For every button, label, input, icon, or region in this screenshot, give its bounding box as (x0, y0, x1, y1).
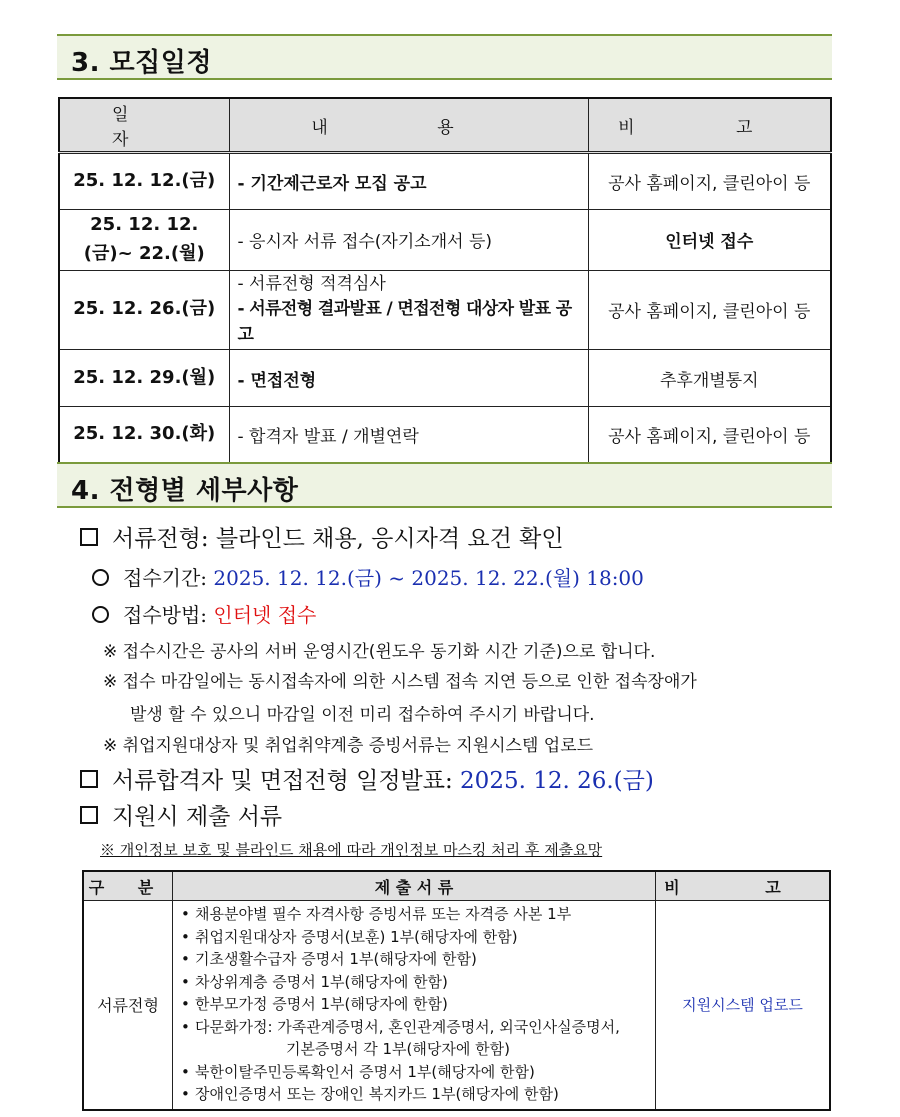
section-4-title: 4. 전형별 세부사항 (71, 476, 299, 506)
row-date: 25. 12. 12.(금)~ 22.(월) (59, 210, 229, 271)
period-item: 접수기간: 2025. 12. 12.(금) ~ 2025. 12. 22.(월) 18:00 (92, 562, 644, 591)
docs-list (173, 901, 656, 1110)
col-header-note: 비 고 (656, 871, 831, 901)
col-header-note: 비 고 (588, 98, 831, 153)
section-3-title: 3. 모집일정 (71, 48, 212, 78)
note-line: ※ 취업지원대상자 및 취업취약계층 증빙서류는 지원시스템 업로드 (103, 736, 594, 756)
list-item-continuation: 기본증명서 각 1부(해당자에 한함) (286, 1040, 510, 1058)
announce-value: 2025. 12. 26.(금) (460, 768, 654, 794)
bullet-icon: • (181, 927, 190, 946)
note-line: 발생 할 수 있으니 마감일 이전 미리 접수하여 주시기 바랍니다. (130, 705, 595, 725)
table-row (59, 350, 831, 407)
table-header-row (83, 871, 830, 901)
row-date: 25. 12. 29.(월) (59, 350, 229, 407)
row-content-line: - 서류전형 결과발표 / 면접전형 대상자 발표 공고 (237, 299, 572, 345)
bullet-icon: • (181, 1062, 190, 1081)
list-item: • 기초생활수급자 증명서 1부(해당자에 한함) (181, 948, 655, 971)
method-value: 인터넷 접수 (213, 603, 317, 627)
row-content-line: - 서류전형 적격심사 (237, 273, 386, 294)
row-note: 공사 홈페이지, 클린아이 등 (588, 407, 831, 464)
table-row (59, 210, 831, 271)
bullet-icon: • (181, 995, 190, 1013)
doc-screening-item: 서류전형: 블라인드 채용, 응시자격 요건 확인 (80, 520, 564, 553)
table-row (59, 270, 831, 350)
row-note: 공사 홈페이지, 클린아이 등 (588, 153, 831, 210)
announce-item: 서류합격자 및 면접전형 일정발표: 2025. 12. 26.(금) (80, 762, 654, 795)
col-header-content: 내 용 (229, 98, 588, 153)
list-item: • 채용분야별 필수 자격사항 증빙서류 또는 자격증 사본 1부 (181, 903, 655, 926)
bullet-icon: • (181, 1085, 190, 1103)
table-row (83, 901, 830, 1110)
col-header-category: 구 분 (83, 871, 173, 901)
row-content: - 합격자 발표 / 개별연락 (229, 407, 588, 464)
circle-bullet-icon (92, 569, 109, 586)
bullet-icon: • (181, 905, 190, 923)
row-date: 25. 12. 26.(금) (59, 270, 229, 350)
row-note: 추후개별통지 (588, 350, 831, 407)
row-date: 25. 12. 12.(금) (59, 153, 229, 210)
docs-note: 지원시스템 업로드 (656, 901, 831, 1110)
row-content: - 면접전형 (229, 350, 588, 407)
list-item: • 다문화가정: 가족관계증명서, 혼인관계증명서, 외국인사실증명서, (181, 1016, 655, 1039)
checkbox-square-icon (80, 528, 98, 546)
row-date: 25. 12. 30.(화) (59, 407, 229, 464)
table-row (59, 407, 831, 464)
bullet-icon: • (181, 950, 190, 968)
privacy-note: ※ 개인정보 보호 및 블라인드 채용에 따라 개인정보 마스킹 처리 후 제출요망 (100, 841, 603, 859)
row-content (229, 270, 588, 350)
docs-category: 서류전형 (83, 901, 173, 1110)
period-value: 2025. 12. 12.(금) ~ 2025. 12. 22.(월) 18:00 (213, 566, 644, 590)
checkbox-square-icon (80, 770, 98, 788)
row-note: 공사 홈페이지, 클린아이 등 (588, 270, 831, 350)
row-note: 인터넷 접수 (588, 210, 831, 271)
bullet-icon: • (181, 972, 190, 991)
bullet-icon: • (181, 1017, 190, 1036)
table-header-row (59, 98, 831, 153)
col-header-date: 일 자 (59, 98, 229, 153)
schedule-table (58, 97, 832, 465)
note-line: ※ 접수 마감일에는 동시접속자에 의한 시스템 접속 지연 등으로 인한 접속장애가 (103, 672, 697, 692)
list-item: • 북한이탈주민등록확인서 증명서 1부(해당자에 한함) (181, 1061, 655, 1084)
list-item: • 취업지원대상자 증명서(보훈) 1부(해당자에 한함) (181, 926, 655, 949)
section-3-header (57, 34, 832, 80)
documents-table (82, 870, 831, 1111)
col-header-documents: 제 출 서 류 (173, 871, 656, 901)
list-item: • 장애인증명서 또는 장애인 복지카드 1부(해당자에 한함) (181, 1083, 655, 1106)
list-item: • 차상위계층 증명서 1부(해당자에 한함) (181, 971, 655, 994)
section-4-header (57, 462, 832, 508)
submit-docs-item: 지원시 제출 서류 (80, 798, 282, 831)
row-content: - 기간제근로자 모집 공고 (229, 153, 588, 210)
circle-bullet-icon (92, 606, 109, 623)
row-content: - 응시자 서류 접수(자기소개서 등) (229, 210, 588, 271)
checkbox-square-icon (80, 806, 98, 824)
note-line: ※ 접수시간은 공사의 서버 운영시간(윈도우 동기화 시간 기준)으로 합니다. (103, 642, 656, 662)
list-item: • 한부모가정 증명서 1부(해당자에 한함) (181, 993, 655, 1016)
table-row (59, 153, 831, 210)
method-item: 접수방법: 인터넷 접수 (92, 599, 316, 628)
